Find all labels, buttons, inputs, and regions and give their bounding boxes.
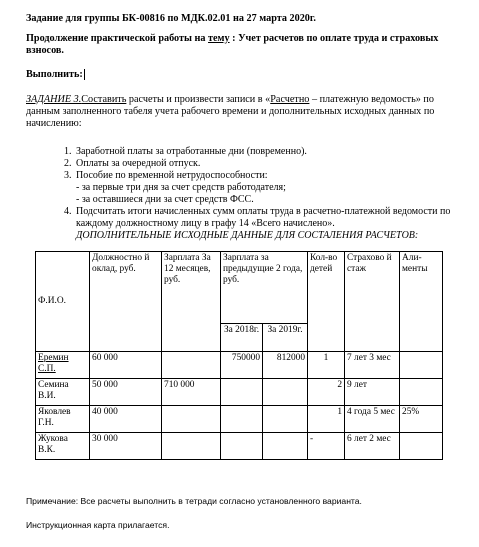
- cell-kids: 1: [308, 406, 345, 433]
- header-2018: За 2018г.: [221, 324, 263, 352]
- cell-2018: 750000: [221, 352, 263, 379]
- assignment-label: ЗАДАНИЕ 3.: [26, 94, 82, 105]
- cell-alimony: [400, 352, 443, 379]
- assignment-text-2: – платежную ведомость» по данным заполненного табеля учета рабочего времени и дополнительных исходных данных по начислению:: [26, 94, 435, 129]
- cell-2018: [221, 433, 263, 460]
- cell-experience: 4 года 5 мес: [345, 406, 400, 433]
- cell-kids: -: [308, 433, 345, 460]
- cell-fio: Семина В.И.: [36, 379, 90, 406]
- cell-kids: 2: [308, 379, 345, 406]
- header-experience: Страхово й стаж: [345, 252, 400, 352]
- assignment-heading: Задание для группы БК-00816 по МДК.02.01 на 27 марта 2020г.: [26, 13, 316, 24]
- assignment-verb: Составить: [81, 94, 127, 105]
- table-row: [36, 406, 443, 433]
- note-text: Примечание: Все расчеты выполнить в тетради согласно установленного варианта.: [26, 496, 362, 506]
- cell-fio: Еремин С.П.: [36, 352, 90, 379]
- additional-data-title: ДОПОЛНИТЕЛЬНЫЕ ИСХОДНЫЕ ДАННЫЕ ДЛЯ СОСТАЛЕНИЯ РАСЧЕТОВ:: [76, 230, 419, 241]
- assignment-text-1: расчеты и произвести записи в «: [126, 94, 271, 105]
- header-2019: За 2019г.: [263, 324, 308, 352]
- cell-fio: Жукова В.К.: [36, 433, 90, 460]
- table-row: [36, 379, 443, 406]
- header-salary: Должностно й оклад, руб.: [90, 252, 162, 352]
- task-subitem: - за оставшиеся дни за счет средств ФСС.: [76, 194, 254, 205]
- execute-label-text: Выполнить:: [26, 69, 83, 80]
- cell-alimony: [400, 433, 443, 460]
- assignment-doc-name: Расчетно: [270, 94, 310, 105]
- task-item: [74, 206, 479, 242]
- header-pay2: Зарплата за предыдущие 2 года, руб.: [221, 252, 308, 324]
- cell-alimony: 25%: [400, 406, 443, 433]
- source-data-table: [35, 251, 443, 460]
- header-fio: Ф.И.О.: [36, 252, 90, 352]
- cell-pay12: [162, 352, 221, 379]
- assignment-paragraph: [26, 94, 466, 130]
- cell-salary: 60 000: [90, 352, 162, 379]
- continuation-prefix: Продолжение практической работы на: [26, 33, 209, 44]
- continuation-suffix: : Учет расчетов по оплате труда и страховых взносов.: [26, 33, 439, 56]
- header-alimony: Али-менты: [400, 252, 443, 352]
- text-cursor: [84, 69, 85, 80]
- cell-alimony: [400, 379, 443, 406]
- task-list: [60, 146, 479, 242]
- cell-salary: 40 000: [90, 406, 162, 433]
- execute-label: [26, 69, 466, 81]
- header-kids: Кол-во детей: [308, 252, 345, 352]
- cell-fio: Яковлев Г.Н.: [36, 406, 90, 433]
- cell-2019: [263, 433, 308, 460]
- cell-2019: [263, 406, 308, 433]
- table-row: [36, 352, 443, 379]
- cell-pay12: [162, 433, 221, 460]
- cell-2018: [221, 406, 263, 433]
- cell-2019: [263, 379, 308, 406]
- cell-2018: [221, 379, 263, 406]
- cell-pay12: [162, 406, 221, 433]
- cell-salary: 50 000: [90, 379, 162, 406]
- cell-2019: 812000: [263, 352, 308, 379]
- cell-experience: 7 лет 3 мес: [345, 352, 400, 379]
- continuation-paragraph: [26, 33, 466, 57]
- cell-experience: 9 лет: [345, 379, 400, 406]
- cell-kids: 1: [308, 352, 345, 379]
- task-text: Заработной платы за отработанные дни (повременно).: [76, 146, 307, 157]
- task-text: Оплаты за очередной отпуск.: [76, 158, 201, 169]
- cell-salary: 30 000: [90, 433, 162, 460]
- task-text: Пособие по временной нетрудоспособности:: [76, 170, 268, 181]
- task-item: [74, 158, 479, 170]
- table-row: [36, 433, 443, 460]
- topic-link[interactable]: тему: [208, 33, 230, 44]
- task-item: [74, 170, 479, 206]
- instruction-card-text: Инструкционная карта прилагается.: [26, 520, 170, 530]
- cell-pay12: 710 000: [162, 379, 221, 406]
- task-item: [74, 146, 479, 158]
- header-pay12: Зарплата За 12 месяцев, руб.: [162, 252, 221, 352]
- cell-experience: 6 лет 2 мес: [345, 433, 400, 460]
- task-subitem: - за первые три дня за счет средств работодателя;: [76, 182, 286, 193]
- task-text: Подсчитать итоги начисленных сумм оплаты труда в расчетно-платежной ведомости по каждому должностному лицу в графу 14 «Всего начислено».: [76, 206, 451, 229]
